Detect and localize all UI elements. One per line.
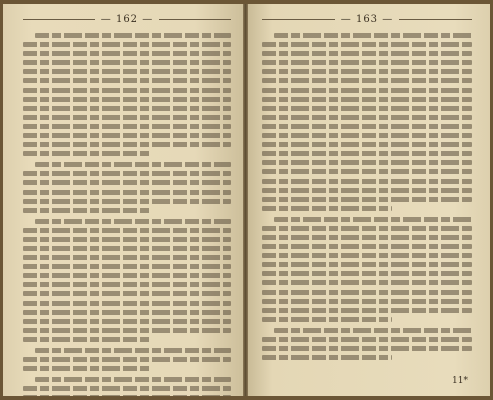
text-line <box>262 290 472 295</box>
text-line <box>262 169 472 174</box>
text-line <box>23 282 231 287</box>
right-body-text <box>262 33 472 360</box>
text-line <box>262 355 392 360</box>
paragraph <box>23 377 231 396</box>
text-line <box>23 106 231 111</box>
text-line <box>23 228 231 233</box>
paragraph <box>23 162 231 212</box>
text-line <box>23 273 231 278</box>
head-rule <box>159 19 231 20</box>
text-line <box>262 188 472 193</box>
text-line <box>23 337 152 342</box>
text-line <box>23 51 231 56</box>
text-line <box>23 255 231 260</box>
text-line <box>23 190 231 195</box>
text-line <box>262 346 472 351</box>
text-line <box>262 317 392 322</box>
left-page-number: — 162 — <box>100 14 154 25</box>
text-line <box>23 151 152 156</box>
text-line <box>23 180 231 185</box>
right-running-head <box>262 14 472 25</box>
text-line <box>23 88 231 93</box>
left-running-head <box>23 14 231 25</box>
text-line <box>35 162 231 167</box>
paragraph <box>23 33 231 156</box>
head-rule <box>23 19 95 20</box>
text-line <box>23 124 231 129</box>
text-line <box>262 262 472 267</box>
right-page-number: — 163 — <box>340 14 394 25</box>
head-rule <box>399 19 472 20</box>
text-line <box>23 246 231 251</box>
text-line <box>262 60 472 65</box>
text-line <box>262 197 472 202</box>
text-line <box>23 386 231 391</box>
paragraph <box>262 33 472 211</box>
text-line <box>23 133 231 138</box>
text-line <box>35 219 231 224</box>
text-line <box>262 253 472 258</box>
paragraph <box>23 348 231 371</box>
text-line <box>23 69 231 74</box>
text-line <box>262 271 472 276</box>
text-line <box>262 235 472 240</box>
text-line <box>23 319 231 324</box>
text-line <box>23 291 231 296</box>
text-line <box>23 60 231 65</box>
text-line <box>274 328 472 333</box>
left-page <box>3 4 243 396</box>
text-line <box>35 348 231 353</box>
text-line <box>262 226 472 231</box>
paragraph <box>262 328 472 360</box>
text-line <box>262 179 472 184</box>
text-line <box>262 88 472 93</box>
text-line <box>23 264 231 269</box>
text-line <box>23 115 231 120</box>
text-line <box>262 308 472 313</box>
text-line <box>23 395 231 396</box>
text-line <box>23 97 231 102</box>
paragraph <box>262 217 472 322</box>
text-line <box>274 33 472 38</box>
text-line <box>23 142 231 147</box>
text-line <box>262 244 472 249</box>
right-page <box>248 4 490 396</box>
text-line <box>23 357 231 362</box>
text-line <box>262 69 472 74</box>
signature-mark: 11* <box>452 376 468 386</box>
text-line <box>262 106 472 111</box>
text-line <box>262 78 472 83</box>
text-line <box>23 42 231 47</box>
text-line <box>262 115 472 120</box>
text-line <box>23 237 231 242</box>
text-line <box>262 51 472 56</box>
text-line <box>262 97 472 102</box>
text-line <box>35 377 231 382</box>
paragraph <box>23 219 231 342</box>
text-line <box>35 33 231 38</box>
text-line <box>23 208 152 213</box>
text-line <box>23 366 152 371</box>
head-rule <box>262 19 335 20</box>
left-body-text <box>23 33 231 396</box>
text-line <box>262 133 472 138</box>
text-line <box>262 280 472 285</box>
text-line <box>262 160 472 165</box>
text-line <box>262 142 472 147</box>
text-line <box>262 151 472 156</box>
text-line <box>23 328 231 333</box>
text-line <box>23 171 231 176</box>
text-line <box>262 299 472 304</box>
text-line <box>262 206 392 211</box>
text-line <box>262 42 472 47</box>
text-line <box>262 337 472 342</box>
text-line <box>23 310 231 315</box>
text-line <box>23 199 231 204</box>
text-line <box>274 217 472 222</box>
text-line <box>23 301 231 306</box>
text-line <box>262 124 472 129</box>
text-line <box>23 78 231 83</box>
